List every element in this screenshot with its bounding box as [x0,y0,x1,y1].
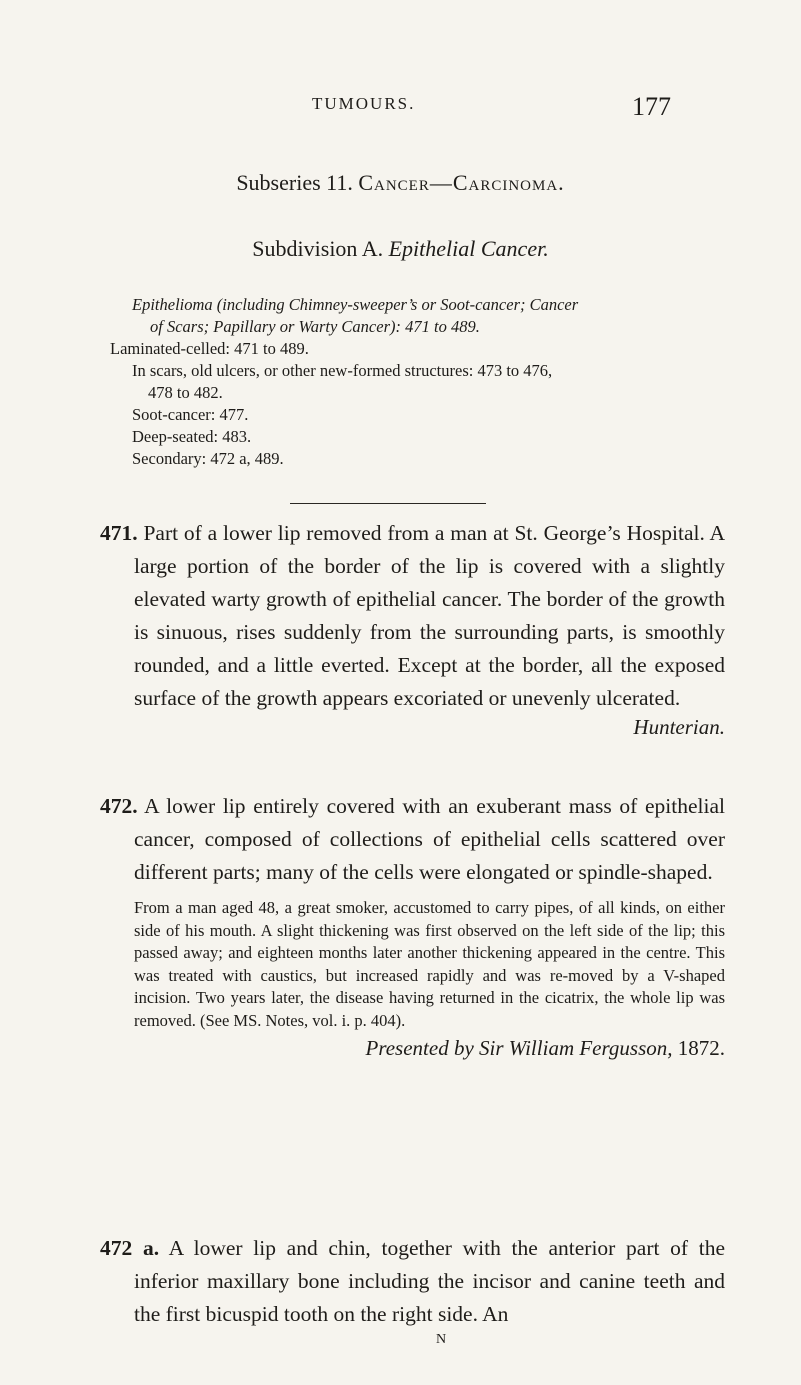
index-epithelioma-line1: Epithelioma (including Chimney-sweeper’s or Soot-cancer; Cancer [132,295,579,314]
catalogue-entry-471 [100,517,725,740]
index-soot: Soot-cancer: 477. [132,405,249,424]
subdivision-title: Epithelial Cancer. [388,236,549,261]
entry-number: 471. [100,521,138,545]
subseries-prefix: Subseries 11. [236,170,353,195]
entry-case-note: From a man aged 48, a great smoker, accustomed to carry pipes, of all kinds, on either side of his mouth. A slight thickening was first observed on the left side of the lip; this passed away; and eighteen months later another thickening appeared in the centre. This was treated with caustics, but increased rapidly and was re-moved by a V-shaped incision. Two years later, the disease having returned in the cicatrix, the whole lip was removed. (See MS. Notes, vol. i. p. 404). [134,898,725,1030]
entry-number: 472 a. [100,1236,160,1260]
entry-credit-year: 1872. [677,1036,725,1060]
entry-text: A lower lip entirely covered with an exuberant mass of epithelial cancer, composed of collections of epithelial cells scattered over different parts; many of the cells were elongated or spindle-shaped. [134,794,725,884]
page-number: 177 [632,92,671,121]
subseries-heading [0,170,801,196]
subdivision-prefix: Subdivision A. [252,236,384,261]
entry-credit: Hunterian. [633,715,725,739]
running-head [0,92,801,122]
entry-text: Part of a lower lip removed from a man at St. George’s Hospital. A large portion of the border of the lip is covered with a slightly elevated warty growth of epithelial cancer. The border of the growth is sinuous, rises suddenly from the surrounding parts, is smoothly rounded, and a little everted. Except at the border, all the exposed surface of the growth appears excoriated or unevenly ulcerated. [134,521,726,710]
catalogue-entry-472 [100,790,725,1061]
classification-index [100,294,720,470]
catalogue-entry-472a [100,1232,725,1331]
entry-text: A lower lip and chin, together with the anterior part of the inferior maxillary bone including the incisor and canine teeth and the first bicuspid tooth on the right side. An [134,1236,726,1326]
index-deep: Deep-seated: 483. [132,427,252,446]
index-scars-line1: In scars, old ulcers, or other new-formed structures: 473 to 476, [132,361,553,380]
entry-number: 472. [100,794,138,818]
index-epithelioma-line2: of Scars; Papillary or Warty Cancer): 471 to 489. [150,317,480,336]
index-scars [132,360,720,404]
section-divider [290,503,486,504]
subdivision-heading [0,236,801,262]
signature-mark: N [436,1332,447,1347]
index-secondary: Secondary: 472 a, 489. [132,449,284,468]
entry-credit [100,1036,725,1061]
index-scars-line2: 478 to 482. [148,383,223,402]
entry-paragraph [100,1232,725,1331]
entry-paragraph [100,790,725,889]
subseries-title: Cancer—Carcinoma. [358,170,565,195]
entry-credit-text: Presented by Sir William Fergusson, [365,1036,673,1060]
running-title: TUMOURS. [312,94,416,113]
index-laminated: Laminated-celled: 471 to 489. [110,339,309,358]
entry-paragraph [100,517,725,715]
index-epithelioma [100,294,720,338]
